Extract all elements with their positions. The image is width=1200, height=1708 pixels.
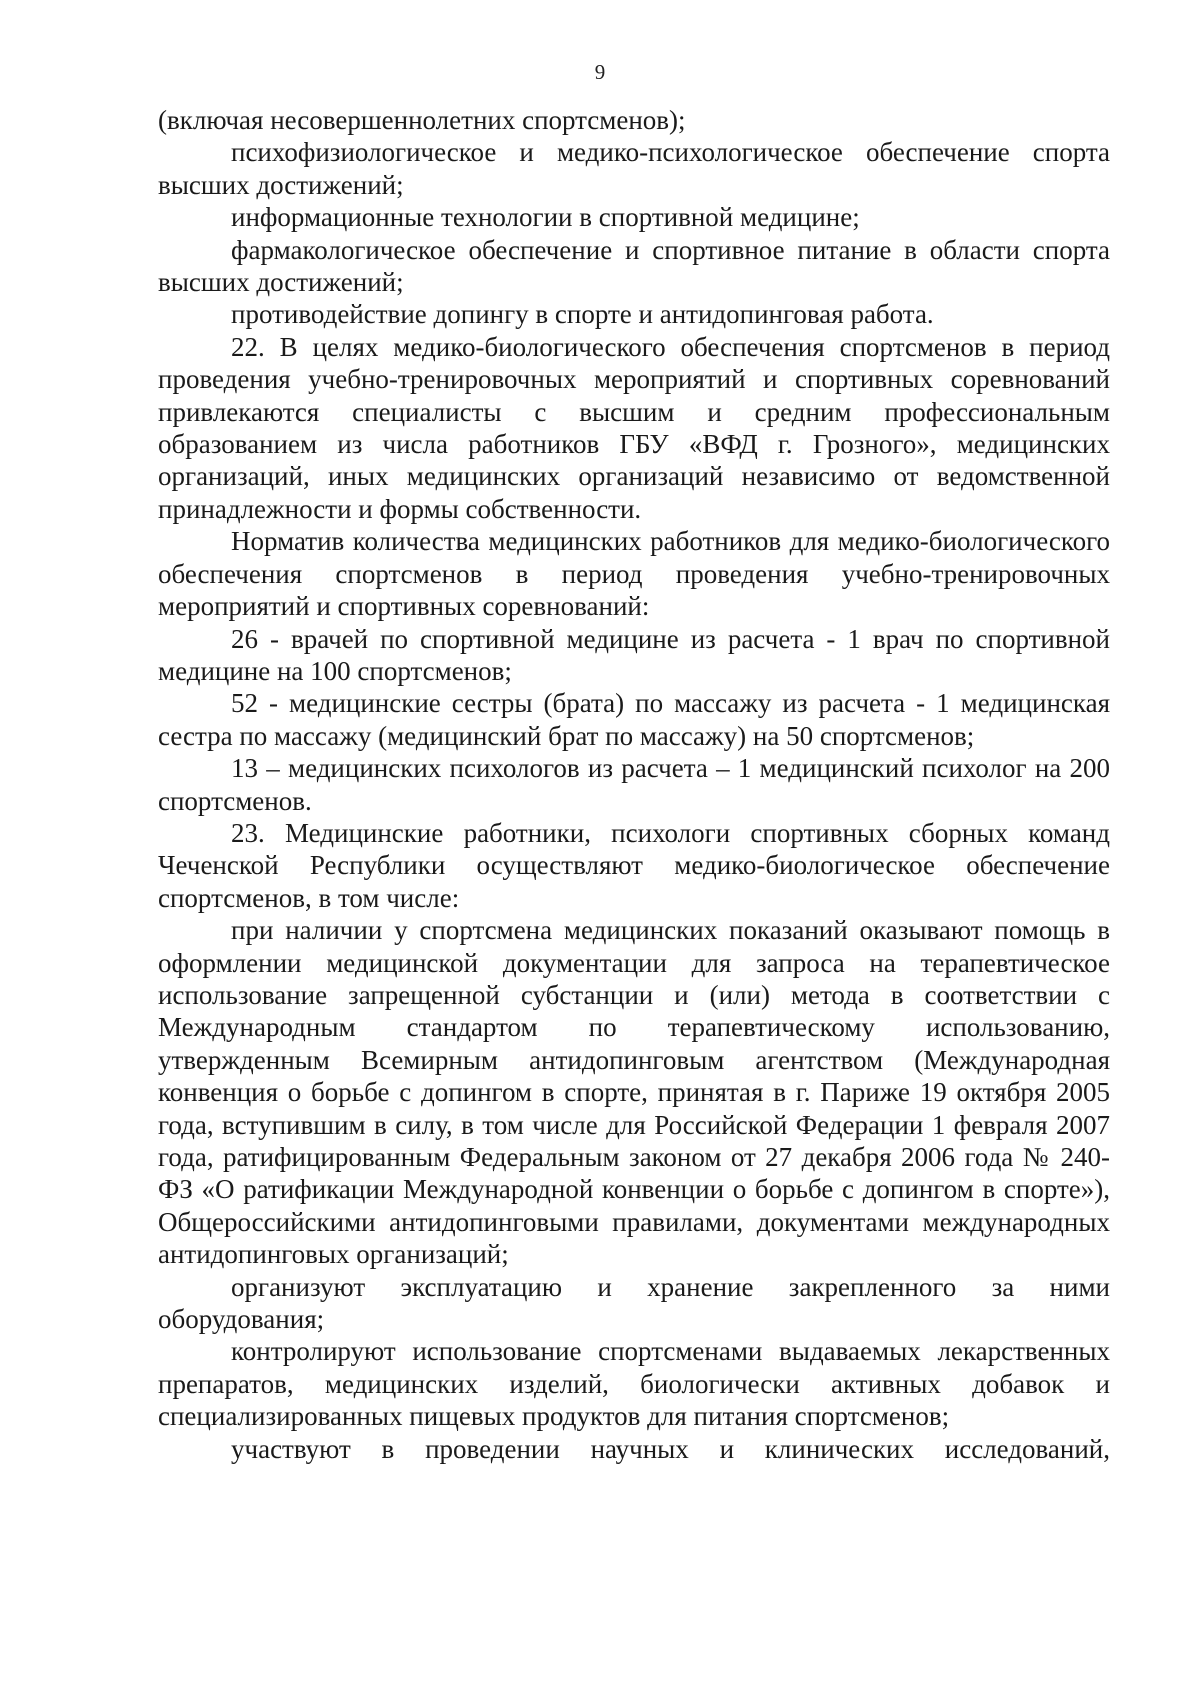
paragraph-research: участвуют в проведении научных и клинических исследований, <box>231 1433 1110 1464</box>
paragraph-4: фармакологическое обеспечение и спортивное питание в области спорта высших достижений; <box>158 234 1110 298</box>
paragraph-control: контролируют использование спортсменами выдаваемых лекарственных препаратов, медицинских изделий, биологически активных добавок и специализированных пищевых продуктов для питания спортсменов; <box>158 1336 1110 1432</box>
paragraph-item-23: 23. Медицинские работники, психологи спортивных сборных команд Чеченской Республики осуществляют медико-биологическое обеспечение спортсменов, в том числе: <box>158 817 1110 913</box>
paragraph-3: информационные технологии в спортивной медицине; <box>231 202 860 233</box>
paragraph-1: (включая несовершеннолетних спортсменов); <box>158 105 686 135</box>
paragraph-equipment: организуют эксплуатацию и хранение закрепленного за ними оборудования; <box>158 1271 1110 1335</box>
paragraph-norm-doctors: 26 - врачей по спортивной медицине из расчета - 1 врач по спортивной медицине на 100 спортсменов; <box>158 623 1110 686</box>
paragraph-norm-nurses: 52 - медицинские сестры (брата) по массажу из расчета - 1 медицинская сестра по массажу (медицинский брат по массажу) на 50 спортсменов; <box>158 688 1110 751</box>
paragraph-item-22: 22. В целях медико-биологического обеспечения спортсменов в период проведения учебно-тренировочных мероприятий и спортивных соревнований привлекаются специалисты с высшим и средним профессиональным образованием из числа работников ГБУ «ВФД г. Грозного», медицинских организаций, иных медицинских организаций независимо от ведомственной принадлежности и формы собственности. <box>158 331 1110 524</box>
paragraph-norm-psychologists: 13 – медицинских психологов из расчета – 1 медицинский психолог на 200 спортсменов. <box>158 753 1110 816</box>
paragraph-tue: при наличии у спортсмена медицинских показаний оказывают помощь в оформлении медицинской документации для запроса на терапевтическое использование запрещенной субстанции и (или) метода в соответствии с Международным стандартом по терапевтическому использованию, утвержденным Всемирным антидопинговым агентством (Международная конвенция о борьбе с допингом в спорте, принятая в г. Париже 19 октября 2005 года, вступившим в силу, в том числе для Российской Федерации 1 февраля 2007 года, ратифицированным Федеральным законом от 27 декабря 2006 года № 240-ФЗ «О ратификации Международной конвенции о борьбе с допингом в спорте»), Общероссийскими антидопинговыми правилами, документами международных антидопинговых организаций; <box>158 915 1110 1270</box>
paragraph-2: психофизиологическое и медико-психологическое обеспечение спорта высших достижений; <box>158 137 1110 200</box>
paragraph-5: противодействие допингу в спорте и антидопинговая работа. <box>231 299 934 330</box>
paragraph-norm-intro: Норматив количества медицинских работников для медико-биологического обеспечения спортсменов в период проведения учебно-тренировочных мероприятий и спортивных соревнований: <box>158 526 1110 622</box>
page-number: 9 <box>594 60 606 84</box>
document-body <box>158 104 1110 1465</box>
